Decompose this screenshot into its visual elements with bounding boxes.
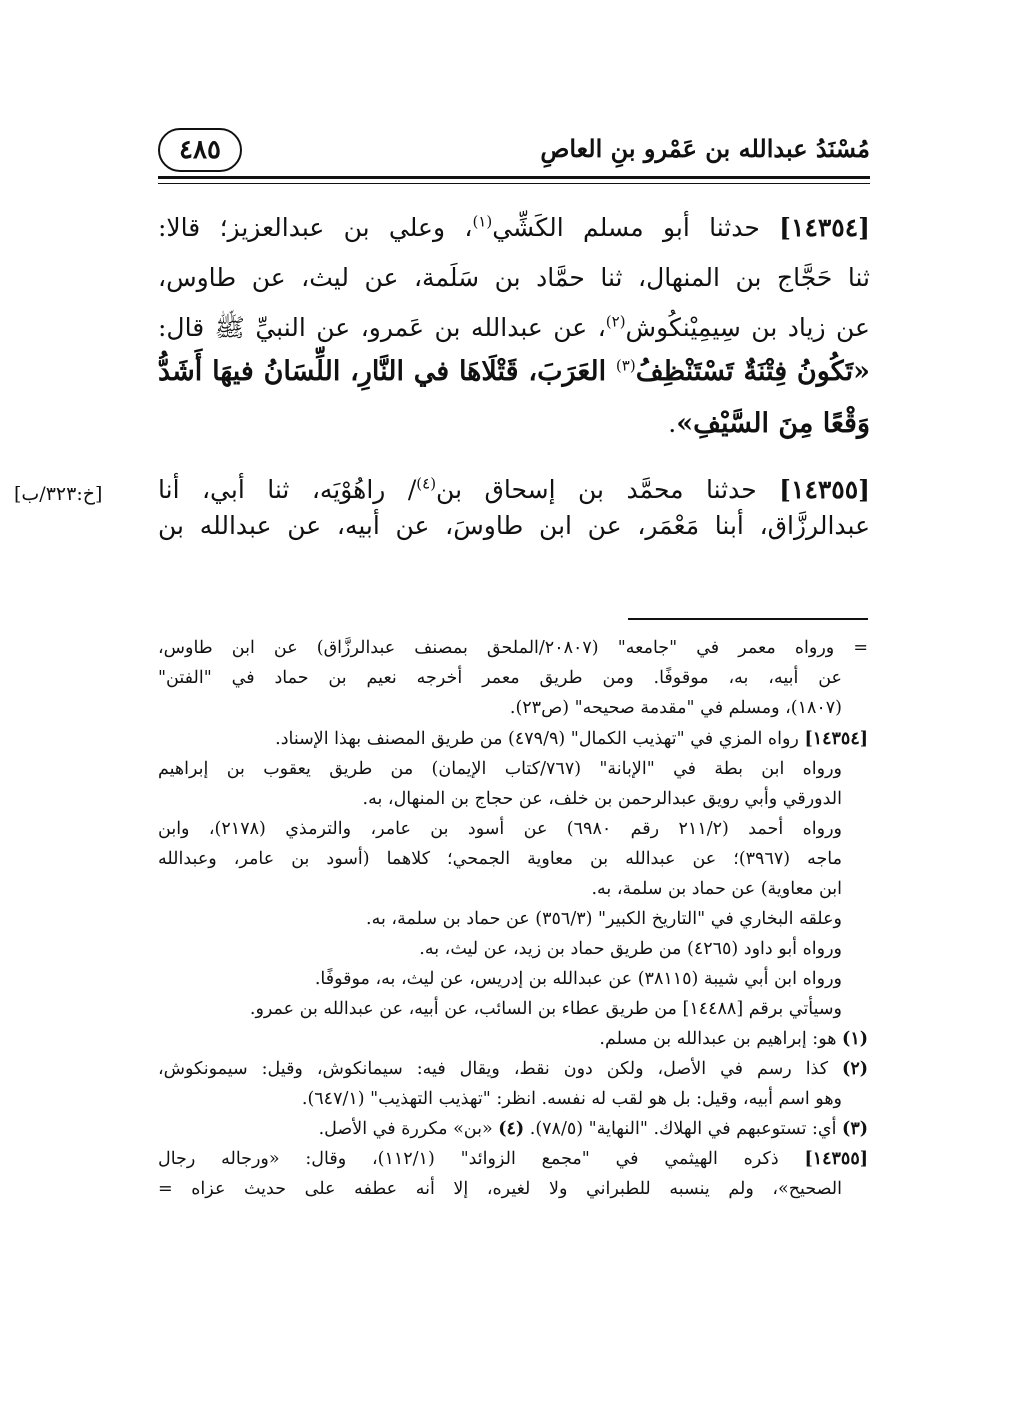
- text-run: ، وعلي بن عبدالعزيز؛ قالا:: [158, 213, 473, 242]
- text-line: [158, 208, 870, 248]
- running-title: مُسْنَدُ عبدالله بن عَمْرو بنِ العاصِ: [540, 134, 870, 163]
- footnote-line: [158, 1116, 868, 1142]
- text-run: ورواه أحمد (٢١١/٢ رقم ٦٩٨٠) عن أسود بن عامر، والترمذي (٢١٧٨)، وابن: [158, 819, 843, 839]
- text-run: (٢): [842, 1059, 868, 1079]
- header-rule-thin: [158, 183, 870, 184]
- text-run: ابن معاوية) عن حماد بن سلمة، به.: [591, 879, 842, 899]
- text-line: [158, 506, 870, 546]
- footnote-line: [158, 876, 842, 902]
- text-run: حدثنا أبو مسلم الكَشِّي: [492, 213, 780, 242]
- text-run: الدورقي وأبي رويق عبدالرحمن بن خلف، عن حجاج بن المنهال، به.: [362, 789, 842, 809]
- text-run: حدثنا محمَّد بن إسحاق بن: [436, 475, 780, 504]
- footnote-marker: (١): [472, 212, 493, 231]
- text-line: [158, 404, 870, 444]
- text-line: [158, 308, 870, 348]
- text-run: «بن» مكررة في الأصل.: [318, 1119, 499, 1139]
- footnote-line: [158, 936, 842, 962]
- text-run: ورواه أبو داود (٤٢٦٥) من طريق حماد بن زيد، عن ليث، به.: [419, 939, 842, 959]
- text-run: وعلقه البخاري في "التاريخ الكبير" (٣٥٦/٣) عن حماد بن سلمة، به.: [366, 909, 842, 929]
- header-rule: [158, 176, 870, 179]
- footnote-line: [158, 635, 868, 661]
- page-number: ٤٨٥: [158, 128, 242, 172]
- text-run: وسيأتي برقم [١٤٤٨٨] من طريق عطاء بن السائب، عن أبيه، عن عبدالله بن عمرو.: [249, 999, 842, 1019]
- footnote-line: [158, 816, 842, 842]
- footnote-line: [158, 1086, 842, 1112]
- text-run: ورواه ابن بطة في "الإبانة" (٧٦٧/كتاب الإيمان) من طريق يعقوب بن إبراهيم: [158, 759, 842, 779]
- footnote-line: [158, 786, 842, 812]
- text-run: الصحيح»، ولم ينسبه للطبراني ولا لغيره، إلا أنه عطفه على حديث عزاه =: [158, 1179, 842, 1199]
- footnote-line: [158, 695, 842, 721]
- text-run: وهو اسم أبيه، وقيل: بل هو لقب له نفسه. انظر: "تهذيب التهذيب" (٦٤٧/١).: [301, 1089, 842, 1109]
- footnote-line: [158, 906, 842, 932]
- footnote-line: [158, 846, 842, 872]
- text-run: = ورواه معمر في "جامعه" (٢٠٨٠٧/الملحق بمصنف عبدالرزَّاق) عن ابن طاوس،: [158, 638, 868, 658]
- text-run: العَرَبَ، قَتْلَاهَا في النَّارِ، اللِّسَانُ فيهَا أَشَدُّ: [158, 356, 616, 387]
- footnote-line: [158, 1146, 868, 1172]
- text-run: [١٤٣٥٥]: [779, 475, 870, 504]
- footnote-marker: (٣): [615, 356, 636, 375]
- footnote-line: [158, 665, 842, 691]
- text-run: / راهُوْيَه، ثنا أبي، أنا: [158, 475, 417, 504]
- text-line: [158, 470, 870, 510]
- footnote-line: [158, 1056, 868, 1082]
- text-run: عن زياد بن سِيمِيْنكُوش: [625, 313, 870, 342]
- margin-note: [خ:٣٢٣/ب]: [14, 483, 103, 505]
- text-run: أي: تستوعبهم في الهلاك. "النهاية" (٧٨/٥).: [524, 1119, 843, 1139]
- text-run: (١): [842, 1029, 868, 1049]
- text-run: ماجه (٣٩٦٧)؛ عن عبدالله بن معاوية الجمحي؛ كلاهما (أسود بن عامر، وعبدالله: [158, 849, 843, 869]
- text-run: هو: إبراهيم بن عبدالله بن مسلم.: [599, 1029, 843, 1049]
- text-run: عبدالرزَّاق، أبنا مَعْمَر، عن ابن طاوسَ، عن أبيه، عن عبدالله بن: [158, 511, 870, 540]
- footnote-marker: (٢): [605, 312, 626, 331]
- text-run: (٣): [842, 1119, 868, 1139]
- footnote-line: [158, 966, 842, 992]
- text-run: رواه المزي في "تهذيب الكمال" (٤٧٩/٩) من طريق المصنف بهذا الإسناد.: [275, 729, 805, 749]
- text-run: (٤): [498, 1119, 525, 1139]
- text-run: ورواه ابن أبي شيبة (٣٨١١٥) عن عبدالله بن إدريس، عن ليث، به، موقوفًا.: [314, 969, 842, 989]
- text-run: [١٤٣٥٥]: [804, 1149, 868, 1169]
- footnote-line: [158, 1026, 868, 1052]
- footnote-line: [158, 1176, 842, 1202]
- text-line: [158, 258, 870, 298]
- text-run: [١٤٣٥٤]: [804, 729, 868, 749]
- text-run: عن أبيه، به، موقوفًا. ومن طريق معمر أخرجه نعيم بن حماد في "الفتن": [158, 668, 842, 688]
- footnote-separator: [628, 618, 868, 620]
- text-run: ، عن عبدالله بن عَمرو، عن النبيِّ ﷺ قال:: [158, 313, 606, 342]
- text-run: كذا رسم في الأصل، ولكن دون نقط، ويقال فيه: سيمانكوش، وقيل: سيمونكوش،: [158, 1059, 843, 1079]
- footnote-line: [158, 726, 868, 752]
- text-run: .: [668, 409, 677, 438]
- footnote-line: [158, 756, 842, 782]
- footnote-line: [158, 996, 842, 1022]
- text-run: «تَكُونُ فِتْنَةٌ تَسْتَنْظِفُ: [635, 356, 870, 387]
- text-run: ذكره الهيثمي في "مجمع الزوائد" (١١٢/١)، وقال: «ورجاله رجال: [158, 1149, 805, 1169]
- footnote-marker: (٤): [416, 474, 437, 493]
- text-line: [158, 352, 870, 392]
- text-run: [١٤٣٥٤]: [779, 213, 870, 242]
- text-run: (١٨٠٧)، ومسلم في "مقدمة صحيحه" (ص٢٣).: [509, 698, 842, 718]
- text-run: ثنا حَجَّاج بن المنهال، ثنا حمَّاد بن سَلَمة، عن ليث، عن طاوس،: [158, 263, 870, 292]
- page-header: [158, 118, 870, 176]
- text-run: وَقْعًا مِنَ السَّيْفِ»: [676, 408, 870, 439]
